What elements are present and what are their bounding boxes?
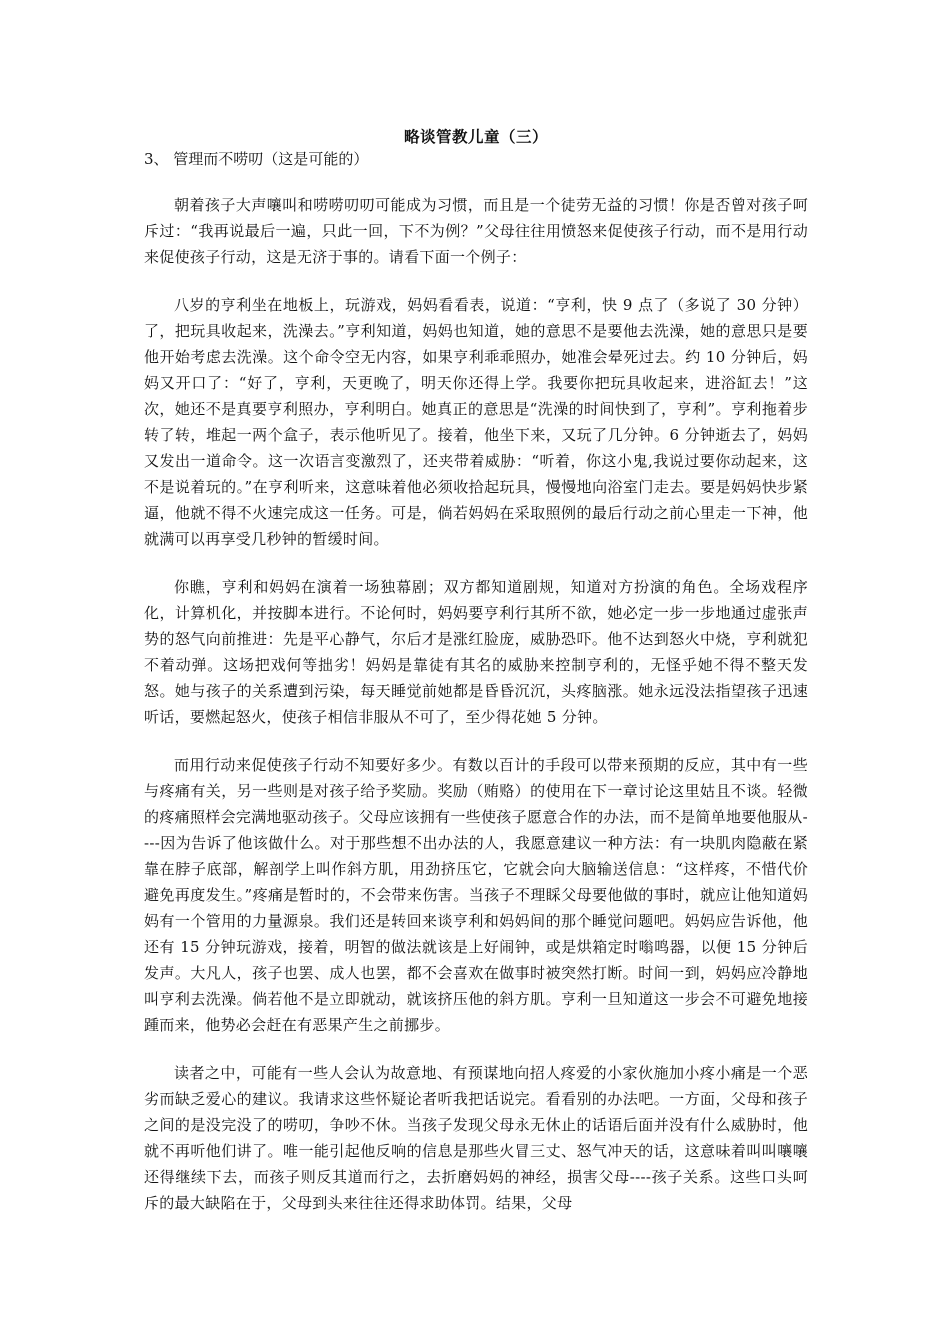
paragraph-action-method: 而用行动来促使孩子行动不知要好多少。有数以百计的手段可以带来预期的反应，其中有一些与疼痛有关，另一些则是对孩子给予奖励。奖励（贿赂）的使用在下一章讨论这里姑且不谈。轻微的疼痛照样会完满地驱动孩子。父母应该拥有一些使孩子愿意合作的办法，而不是简单地要他服从----因为告诉了他该做什么。对于那些想不出办法的人，我愿意建议一种方法：有一块肌肉隐蔽在紧靠在脖子底部，解剖学上叫作斜方肌，用劲挤压它，它就会向大脑输送信息：“这样疼，不惜代价避免再度发生。”疼痛是暂时的，不会带来伤害。当孩子不理睬父母要他做的事时，就应让他知道妈妈有一个管用的力量源泉。我们还是转回来谈亨利和妈妈间的那个睡觉问题吧。妈妈应告诉他，他还有 15 分钟玩游戏，接着，明智的做法就该是上好闹钟，或是烘箱定时嗡鸣器，以便 15 分钟后发声。大凡人，孩子也罢、成人也罢，都不会喜欢在做事时被突然打断。时间一到，妈妈应冷静地叫亨利去洗澡。倘若他不是立即就动，就该挤压他的斜方肌。亨利一旦知道这一步会不可避免地接踵而来，他势必会赶在有恶果产生之前挪步。: [144, 756, 808, 1034]
document-title: 略谈管教儿童（三）: [403, 127, 548, 146]
paragraph-intro: 朝着孩子大声嚷叫和唠唠叨叨可能成为习惯，而且是一个徒劳无益的习惯！你是否曾对孩子呵斥过：“我再说最后一遍，只此一回，下不为例？”父母往往用愤怒来促使孩子行动，而不是用行动来促使孩子行动，这是无济于事的。请看下面一个例子：: [144, 196, 808, 266]
section-heading: 3、 管理而不唠叨（这是可能的）: [144, 150, 369, 168]
paragraph-henry-example: 八岁的亨利坐在地板上，玩游戏，妈妈看看表，说道：“亨利，快 9 点了（多说了 30 分钟）了，把玩具收起来，洗澡去。”亨利知道，妈妈也知道，她的意思不是要他去洗澡，她的意思只是要他开始考虑去洗澡。这个命令空无内容，如果亨利乖乖照办，她准会晕死过去。约 10 分钟后，妈妈又开口了：“好了，亨利，天更晚了，明天你还得上学。我要你把玩具收起来，进浴缸去！”这次，她还不是真要亨利照办，亨利明白。她真正的意思是“洗澡的时间快到了，亨利”。亨利拖着步转了转，堆起一两个盒子，表示他听见了。接着，他坐下来，又玩了几分钟。6 分钟逝去了，妈妈又发出一道命令。这一次语言变激烈了，还夹带着威胁：“听着，你这小鬼,我说过要你动起来，这不是说着玩的。”在亨利听来，这意味着他必须收拾起玩具，慢慢地向浴室门走去。要是妈妈快步紧逼，他就不得不火速完成这一任务。可是，倘若妈妈在采取照例的最后行动之前心里走一下神，他就满可以再享受几秒钟的暂缓时间。: [144, 296, 808, 548]
paragraph-skeptics: 读者之中，可能有一些人会认为故意地、有预谋地向招人疼爱的小家伙施加小疼小痛是一个恶劣而缺乏爱心的建议。我请求这些怀疑论者听我把话说完。看看别的办法吧。一方面，父母和孩子之间的是没完没了的唠叨，争吵不休。当孩子发现父母永无休止的话语后面并没有什么威胁时，他就不再听他们讲了。唯一能引起他反响的信息是那些火冒三丈、怒气冲天的话，这意味着叫叫嚷嚷还得继续下去，而孩子则反其道而行之，去折磨妈妈的神经，损害父母----孩子关系。这些口头呵斥的最大缺陷在于，父母到头来往往还得求助体罚。结果，父母: [144, 1064, 808, 1212]
document-page: [144, 126, 808, 1238]
paragraph-one-act-play: 你瞧，亨利和妈妈在演着一场独幕剧；双方都知道剧规，知道对方扮演的角色。全场戏程序化，计算机化，并按脚本进行。不论何时，妈妈要亨利行其所不欲，她必定一步一步地通过虚张声势的怒气向前推进：先是平心静气，尔后才是涨红脸庞，威胁恐吓。他不达到怒火中烧，亨利就犯不着动弹。这场把戏何等拙劣！妈妈是靠徒有其名的威胁来控制亨利的，无怪乎她不得不整天发怒。她与孩子的关系遭到污染，每天睡觉前她都是昏昏沉沉，头疼脑涨。她永远没法指望孩子迅速听话，要燃起怒火，使孩子相信非服从不可了，至少得花她 5 分钟。: [144, 578, 808, 726]
